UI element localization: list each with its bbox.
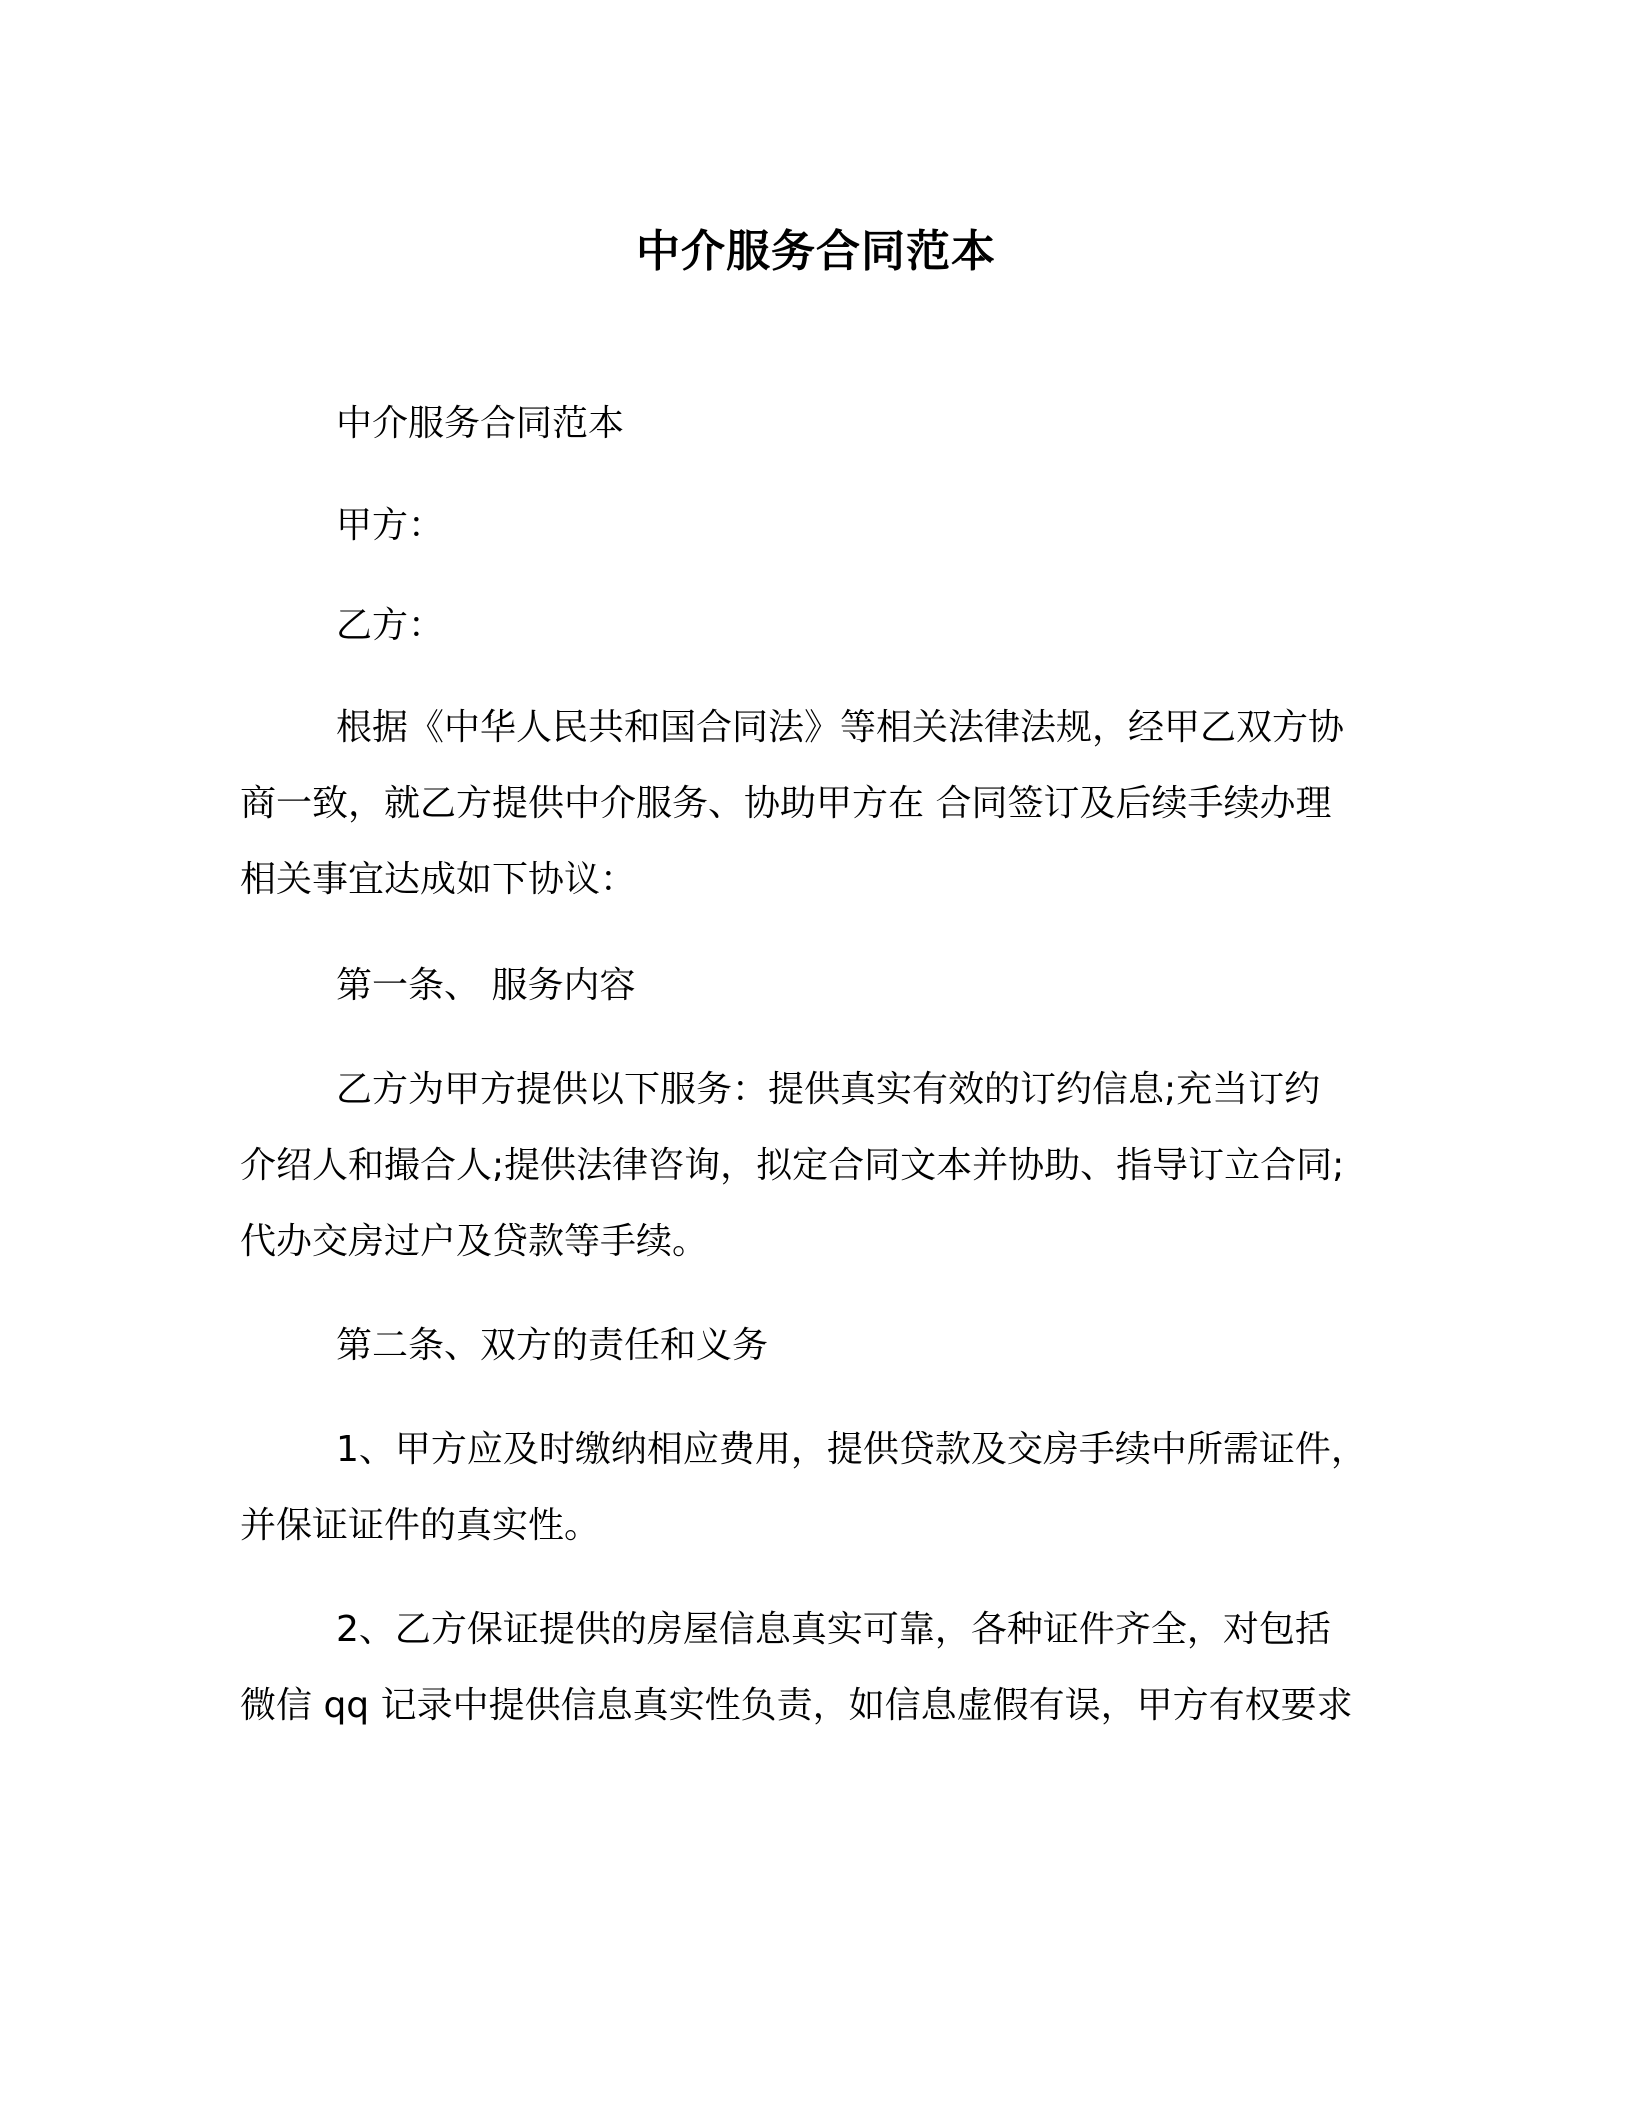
preamble-line-1: 根据《中华人民共和国合同法》等相关法律法规，经甲乙双方协: [336, 707, 1345, 748]
party-b-label: 乙方：: [336, 605, 445, 646]
article-1-line-2: 介绍人和撮合人;提供法律咨询，拟定合同文本并协助、指导订立合同;: [240, 1145, 1345, 1186]
preamble-line-2: 商一致，就乙方提供中介服务、协助甲方在 合同签订及后续手续办理: [240, 783, 1332, 824]
article-1-line-1: 乙方为甲方提供以下服务：提供真实有效的订约信息;充当订约: [336, 1069, 1321, 1110]
clause-2-line-1: 2、乙方保证提供的房屋信息真实可靠，各种证件齐全，对包括: [336, 1609, 1331, 1650]
article-1-title: 第一条、 服务内容: [336, 965, 636, 1006]
document-title: 中介服务合同范本: [636, 226, 996, 277]
article-2-title: 第二条、双方的责任和义务: [336, 1325, 769, 1366]
clause-1-line-2: 并保证证件的真实性。: [240, 1505, 601, 1546]
preamble-line-3: 相关事宜达成如下协议：: [240, 859, 637, 900]
clause-1-line-1: 1、甲方应及时缴纳相应费用，提供贷款及交房手续中所需证件，: [336, 1429, 1367, 1470]
contract-heading: 中介服务合同范本: [336, 403, 625, 444]
clause-2-line-2: 微信 qq 记录中提供信息真实性负责，如信息虚假有误，甲方有权要求: [240, 1685, 1353, 1726]
party-a-label: 甲方：: [336, 505, 445, 546]
article-1-line-3: 代办交房过户及贷款等手续。: [240, 1221, 709, 1262]
